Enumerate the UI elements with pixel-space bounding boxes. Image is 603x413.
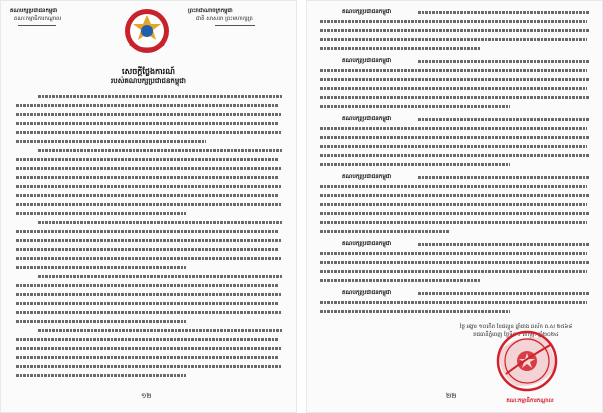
text-line — [320, 17, 590, 26]
text-line — [16, 182, 282, 191]
page-subtitle: របស់គណបក្សប្រជាជនកម្ពុជា — [111, 77, 186, 85]
text-line — [16, 110, 282, 119]
text-line — [320, 75, 590, 84]
text-line — [16, 191, 282, 200]
official-seal-icon — [496, 330, 558, 392]
document-page-right — [306, 0, 603, 413]
text-line — [320, 218, 590, 227]
text-line — [16, 299, 282, 308]
paragraph-lead: គណបក្សប្រជាជនកម្ពុជា — [342, 290, 392, 296]
text-line — [16, 344, 282, 353]
text-line — [320, 84, 590, 93]
text-line — [16, 164, 282, 173]
text-line — [320, 142, 590, 151]
text-line — [16, 281, 282, 290]
text-line — [320, 115, 590, 124]
paragraph-lead: គណបក្សប្រជាជនកម្ពុជា — [342, 174, 392, 180]
text-line — [16, 119, 282, 128]
right-body-text — [320, 8, 590, 320]
text-line — [16, 254, 282, 263]
text-line — [320, 182, 590, 191]
text-line — [320, 209, 590, 218]
left-body-text — [16, 92, 282, 380]
text-line — [16, 263, 282, 272]
text-line — [320, 298, 590, 307]
text-line — [16, 353, 282, 362]
text-line — [320, 102, 590, 111]
text-line — [320, 227, 590, 236]
text-line — [320, 258, 590, 267]
paragraph-lead: គណបក្សប្រជាជនកម្ពុជា — [342, 9, 392, 15]
text-line — [320, 151, 590, 160]
party-logo-icon — [122, 6, 172, 56]
text-line — [16, 317, 282, 326]
header-right-line-1: ព្រះរាជាណាចក្រកម្ពុជា — [188, 8, 233, 14]
text-line — [16, 137, 282, 146]
text-line — [16, 101, 282, 110]
page-title: សេចក្ដីថ្លែងការណ៍ — [122, 67, 175, 76]
text-line — [320, 57, 590, 66]
text-line — [320, 160, 590, 169]
text-line — [320, 240, 590, 249]
header-right-line-2: ជាតិ សាសនា ព្រះមហាក្សត្រ — [196, 16, 253, 22]
signer-label: គណៈកម្មាធិការកណ្ដាល — [506, 398, 554, 404]
text-line — [320, 66, 590, 75]
paragraph-lead: គណបក្សប្រជាជនកម្ពុជា — [342, 58, 392, 64]
text-line — [320, 289, 590, 298]
text-line — [16, 245, 282, 254]
text-line — [320, 93, 590, 102]
text-line — [16, 218, 282, 227]
text-line — [16, 209, 282, 218]
text-line — [16, 371, 282, 380]
text-line — [16, 308, 282, 317]
paragraph-lead: គណបក្សប្រជាជនកម្ពុជា — [342, 116, 392, 122]
page-number-left: ១២ — [141, 392, 152, 400]
text-line — [320, 267, 590, 276]
header-left-line-1: គណបក្សប្រជាជនកម្ពុជា — [10, 8, 58, 14]
text-line — [320, 8, 590, 17]
text-line — [16, 326, 282, 335]
text-line — [16, 335, 282, 344]
text-line — [16, 155, 282, 164]
text-line — [320, 307, 590, 316]
text-line — [320, 249, 590, 258]
header-left-line-2: គណៈកម្មាធិការកណ្ដាល — [14, 16, 62, 22]
text-line — [16, 290, 282, 299]
document-page-left — [0, 0, 297, 413]
date-line-2: រាជធានីភ្នំពេញ ថ្ងៃទី១១ ខែកុម្ភៈ ឆ្នាំ២០២៤ — [473, 332, 559, 338]
text-line — [16, 200, 282, 209]
text-line — [16, 272, 282, 281]
text-line — [16, 146, 282, 155]
text-line — [320, 26, 590, 35]
text-line — [320, 173, 590, 182]
text-line — [16, 362, 282, 371]
text-line — [320, 35, 590, 44]
date-line-1: ថ្ងៃ អង្គារ ១០កើត ខែផល្គុន ឆ្នាំរោង ឆស័ក ព.ស ២៥៦៨ — [459, 324, 573, 330]
text-line — [16, 173, 282, 182]
text-line — [320, 124, 590, 133]
header-right-rule — [215, 25, 255, 26]
page-number-right: ២២ — [446, 392, 457, 400]
text-line — [320, 200, 590, 209]
text-line — [320, 44, 590, 53]
header-left-rule — [18, 25, 56, 26]
paragraph-gap — [320, 316, 590, 320]
text-line — [16, 128, 282, 137]
paragraph-lead: គណបក្សប្រជាជនកម្ពុជា — [342, 241, 392, 247]
text-line — [16, 227, 282, 236]
text-line — [320, 191, 590, 200]
text-line — [16, 92, 282, 101]
page-gutter — [297, 0, 306, 413]
text-line — [320, 276, 590, 285]
text-line — [320, 133, 590, 142]
text-line — [16, 236, 282, 245]
